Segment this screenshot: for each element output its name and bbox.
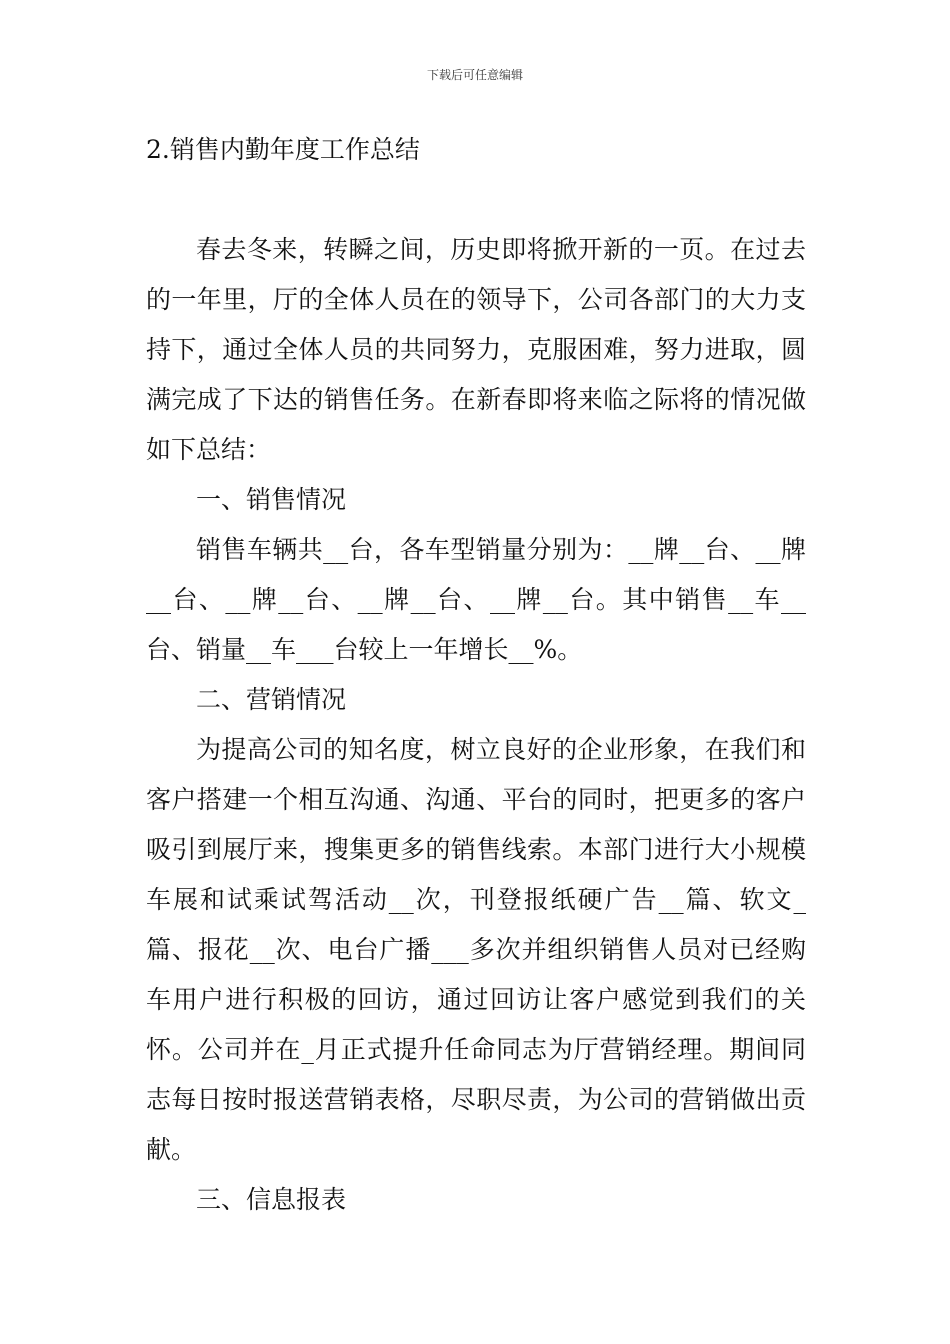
section-heading-reports: 三、信息报表 — [196, 1185, 347, 1214]
section-heading-sales: 一、销售情况 — [196, 485, 347, 514]
page-header-note: 下载后可任意编辑 — [426, 68, 523, 82]
document-body — [146, 225, 806, 1225]
section-heading-marketing: 二、营销情况 — [196, 685, 347, 714]
document-title: 2.销售内勤年度工作总结 — [146, 135, 420, 164]
section-body-marketing: 为提高公司的知名度，树立良好的企业形象，在我们和客户搭建一个相互沟通、沟通、平台的同时，把更多的客户吸引到展厅来，搜集更多的销售线索。本部门进行大小规模车展和试乘试驾活动__次，刊登报纸硬广告__篇、软文_篇、报花__次、电台广播___多次并组织销售人员对已经购车用户进行积极的回访，通过回访让客户感觉到我们的关怀。公司并在_月正式提升任命同志为厅营销经理。期间同志每日按时报送营销表格，尽职尽责，为公司的营销做出贡献。 — [146, 735, 806, 1164]
intro-paragraph: 春去冬来，转瞬之间，历史即将掀开新的一页。在过去的一年里，厅的全体人员在的领导下，公司各部门的大力支持下，通过全体人员的共同努力，克服困难，努力进取，圆满完成了下达的销售任务。在新春即将来临之际将的情况做如下总结： — [146, 235, 806, 464]
section-body-sales: 销售车辆共__台，各车型销量分别为：__牌__台、__牌__台、__牌__台、__牌__台、__牌__台。其中销售__车__台、销量__车___台较上一年增长__%。 — [146, 535, 806, 664]
